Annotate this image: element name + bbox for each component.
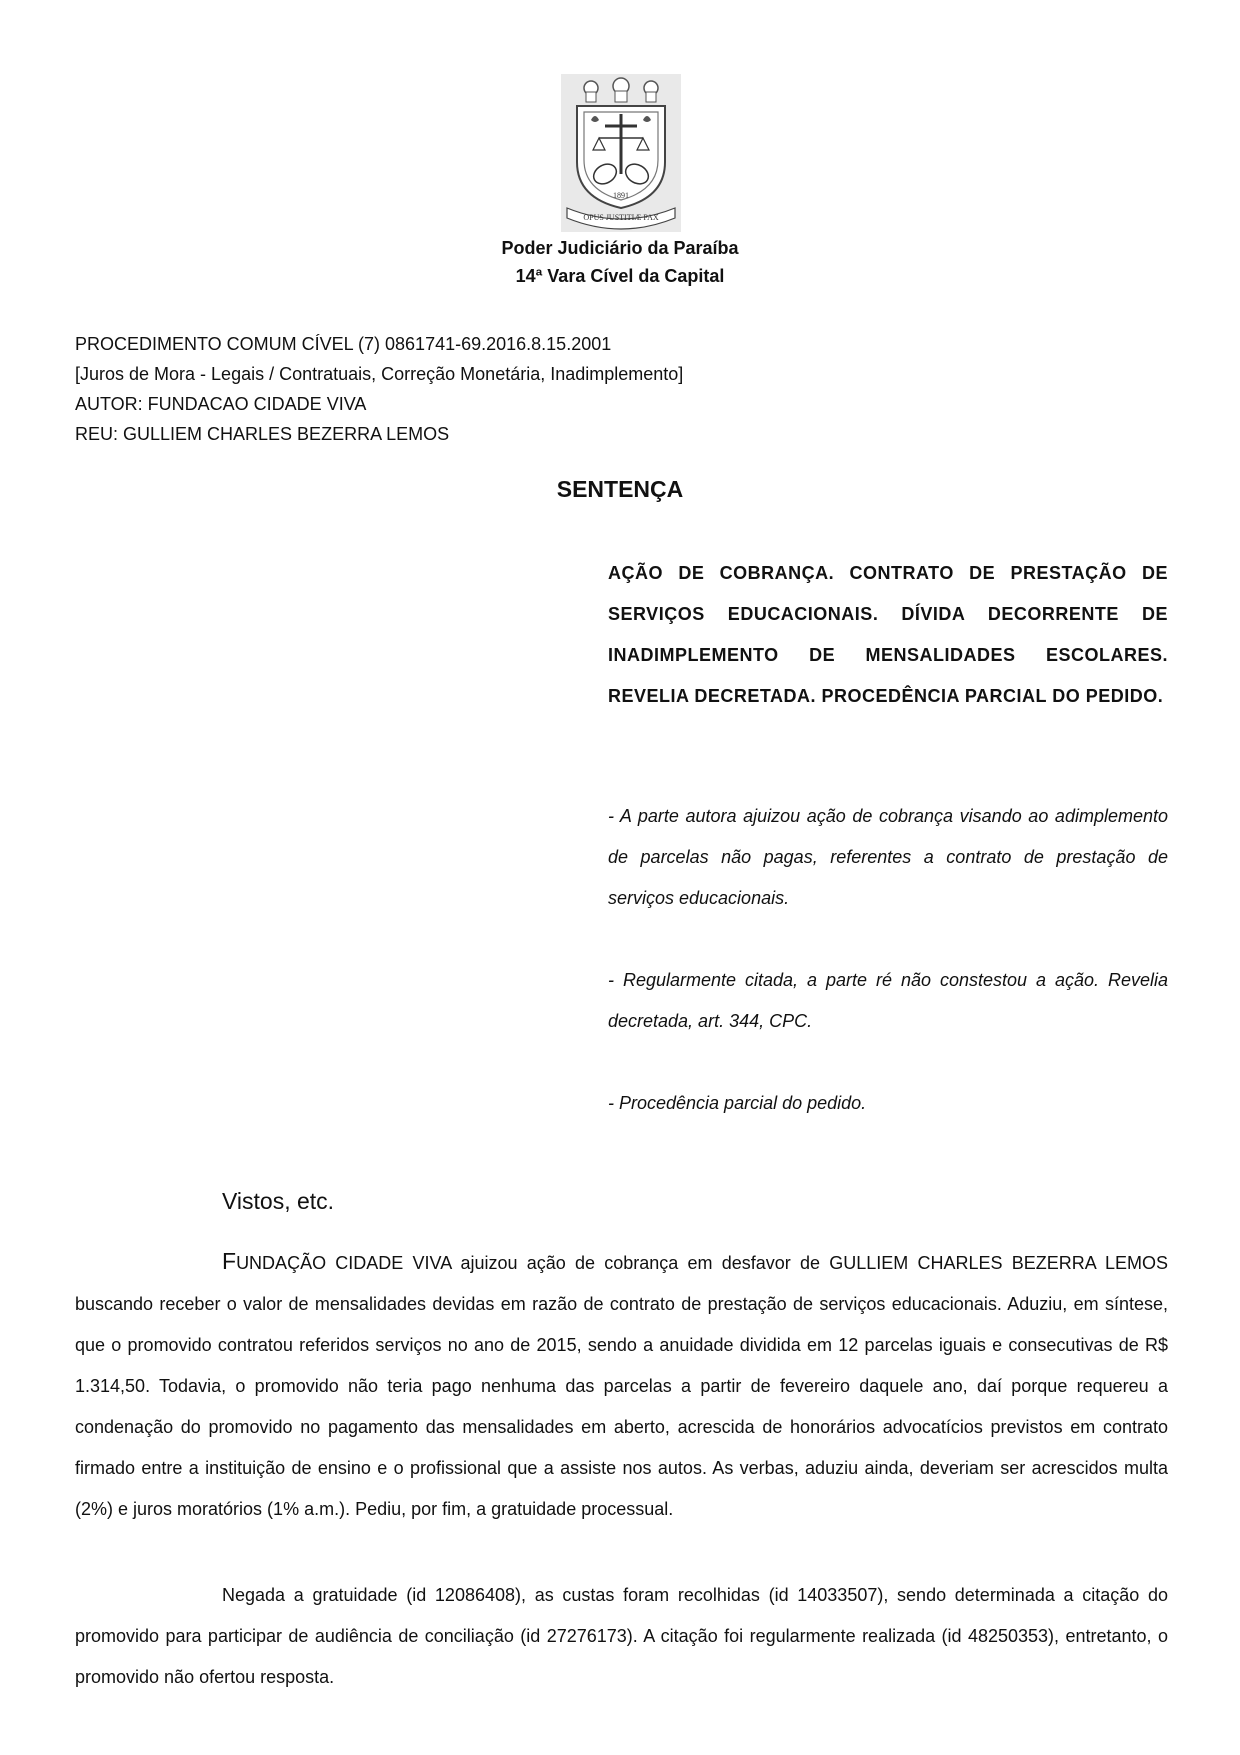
ementa-item: - Procedência parcial do pedido.: [608, 1093, 867, 1113]
process-info: [75, 329, 683, 449]
seal-motto: OPUS JUSTITIÆ PAX: [583, 213, 659, 222]
paragraph-text: UNDAÇÃO CIDADE VIVA ajuizou ação de cobrança em desfavor de GULLIEM CHARLES BEZERRA LEMOS buscando receber o valor de mensalidades devidas em razão de contrato de prestação de serviços educacionais. Aduziu, em síntese, que o promovido contratou referidos serviços no ano de 2015, sendo a anuidade dividida em 12 parcelas iguais e consecutivas de R$ 1.314,50. Todavia, o promovido não teria pago nenhuma das parcelas a partir de fevereiro daquele ano, daí porque requereu a condenação do promovido no pagamento das mensalidades em aberto, acrescida de honorários advocatícios previstos em contrato firmado entre a instituição de ensino e o profissional que a assiste nos autos. As verbas, aduziu ainda, deveriam ser acrescidos multa (2%) e juros moratórios (1% a.m.). Pediu, por fim, a gratuidade processual.: [75, 1253, 1168, 1519]
court-seal-emblem: [561, 74, 681, 232]
body-paragraph: Negada a gratuidade (id 12086408), as custas foram recolhidas (id 14033507), sendo determinada a citação do promovido para participar de audiência de conciliação (id 27276173). A citação foi regularmente realizada (id 48250353), entretanto, o promovido não ofertou resposta.: [75, 1585, 1168, 1687]
plaintiff: AUTOR: FUNDACAO CIDADE VIVA: [75, 394, 367, 414]
body-paragraph: [75, 1241, 1168, 1530]
ementa-heading: AÇÃO DE COBRANÇA. CONTRATO DE PRESTAÇÃO DE SERVIÇOS EDUCACIONAIS. DÍVIDA DECORRENTE DE INADIMPLEMENTO DE MENSALIDADES ESCOLARES. REVELIA DECRETADA. PROCEDÊNCIA PARCIAL DO PEDIDO.: [608, 563, 1168, 706]
document-title: SENTENÇA: [556, 476, 684, 502]
ementa-item: - Regularmente citada, a parte ré não constestou a ação. Revelia decretada, art. 344, CPC.: [608, 970, 1168, 1031]
court-name: Poder Judiciário da Paraíba: [501, 238, 739, 258]
process-subjects: [Juros de Mora - Legais / Contratuais, Correção Monetária, Inadimplemento]: [75, 364, 684, 384]
drop-letter: F: [222, 1248, 237, 1274]
process-number: PROCEDIMENTO COMUM CÍVEL (7) 0861741-69.2016.8.15.2001: [75, 334, 612, 354]
vistos-opening: Vistos, etc.: [222, 1188, 335, 1214]
defendant: REU: GULLIEM CHARLES BEZERRA LEMOS: [75, 424, 450, 444]
ementa-item: - A parte autora ajuizou ação de cobrança visando ao adimplemento de parcelas não pagas, referentes a contrato de prestação de serviços educacionais.: [608, 806, 1168, 908]
seal-year: 1891: [613, 191, 629, 200]
court-division: 14ª Vara Cível da Capital: [515, 266, 725, 286]
